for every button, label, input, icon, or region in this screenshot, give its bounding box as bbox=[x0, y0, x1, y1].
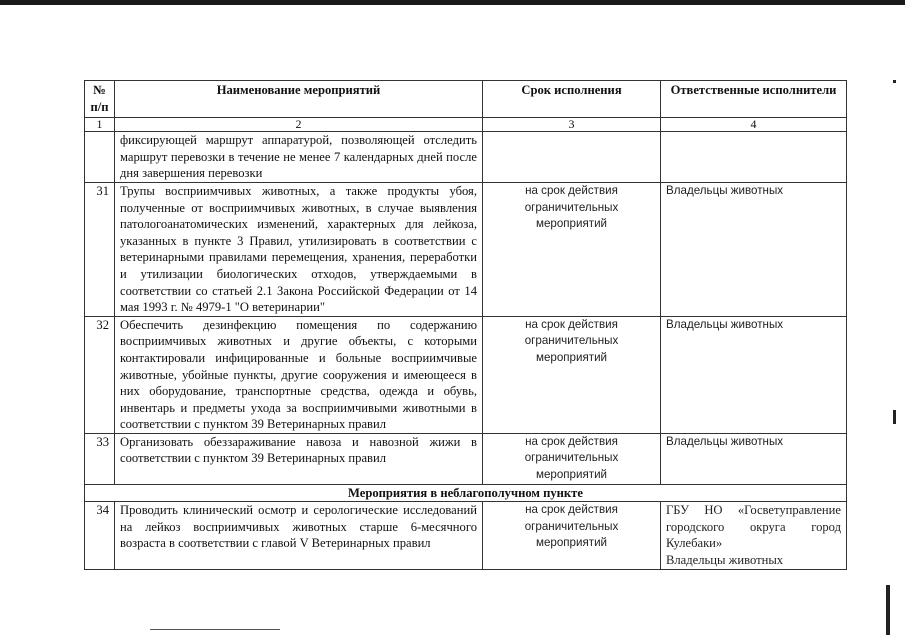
row-term: на срок действия ограничительных мероприятий bbox=[483, 433, 661, 484]
row-number bbox=[85, 132, 115, 183]
responsible-organization: ГБУ НО «Госветуправление городского округа город Кулебаки» bbox=[666, 503, 841, 551]
measures-table bbox=[84, 80, 847, 570]
table-row bbox=[85, 316, 847, 433]
row-term: на срок действия ограничительных мероприятий bbox=[483, 182, 661, 316]
row-responsible bbox=[661, 132, 847, 183]
row-number: 32 bbox=[85, 316, 115, 433]
row-responsible: Владельцы животных bbox=[661, 433, 847, 484]
row-number: 31 bbox=[85, 182, 115, 316]
row-description: Проводить клинический осмотр и серологические исследований на лейкоз восприимчивых животных старше 6-месячного возраста в соответствии с главой V Ветеринарных правил bbox=[115, 502, 483, 569]
row-responsible bbox=[661, 502, 847, 569]
section-title: Мероприятия в неблагополучном пункте bbox=[85, 484, 847, 502]
row-number: 34 bbox=[85, 502, 115, 569]
index-cell: 2 bbox=[115, 118, 483, 132]
scan-mark-right-3 bbox=[886, 585, 890, 635]
scan-edge-top bbox=[0, 0, 905, 7]
index-row bbox=[85, 118, 847, 132]
section-row bbox=[85, 484, 847, 502]
index-cell: 1 bbox=[85, 118, 115, 132]
row-description: фиксирующей маршрут аппаратурой, позволяющей отследить маршрут перевозки в течение не менее 7 календарных дней после дня завершения перевозки bbox=[115, 132, 483, 183]
row-responsible: Владельцы животных bbox=[661, 316, 847, 433]
row-responsible: Владельцы животных bbox=[661, 182, 847, 316]
index-cell: 4 bbox=[661, 118, 847, 132]
row-description: Организовать обеззараживание навоза и навозной жижи в соответствии с пунктом 39 Ветеринарных правил bbox=[115, 433, 483, 484]
header-name: Наименование мероприятий bbox=[115, 81, 483, 118]
header-num: № п/п bbox=[85, 81, 115, 118]
index-cell: 3 bbox=[483, 118, 661, 132]
row-term bbox=[483, 132, 661, 183]
row-number: 33 bbox=[85, 433, 115, 484]
table-row bbox=[85, 132, 847, 183]
scan-mark-right bbox=[893, 80, 896, 83]
header-term: Срок исполнения bbox=[483, 81, 661, 118]
table-row bbox=[85, 182, 847, 316]
row-term: на срок действия ограничительных мероприятий bbox=[483, 502, 661, 569]
responsible-owners: Владельцы животных bbox=[666, 553, 784, 568]
header-resp: Ответственные исполнители bbox=[661, 81, 847, 118]
row-description: Обеспечить дезинфекцию помещения по содержанию восприимчивых животных и другие объекты, с которыми контактировали инфицированные и больные восприимчивые животные, убойные пункты, другие сооружения и имеющееся в них оборудование, транспортные средства, одежда и обувь, инвентарь и предметы ухода за восприимчивыми животными в соответствии с пунктом 39 Ветеринарных правил bbox=[115, 316, 483, 433]
row-description: Трупы восприимчивых животных, а также продукты убоя, полученные от восприимчивых животных, в случае выявления патологоанатомических изменений, характерных для лейкоза, указанных в пункте 3 Правил, утилизировать в соответствии с ветеринарными правилами перемещения, хранения, переработки и утилизации биологических отходов, утверждаемыми в соответствии со статьей 2.1 Закона Российской Федерации от 14 мая 1993 г. № 4979-1 "О ветеринарии" bbox=[115, 182, 483, 316]
scan-mark-right-2 bbox=[893, 410, 896, 424]
table-header bbox=[85, 81, 847, 118]
table-row bbox=[85, 433, 847, 484]
table-row bbox=[85, 502, 847, 569]
row-term: на срок действия ограничительных мероприятий bbox=[483, 316, 661, 433]
scan-mark-bottom bbox=[150, 629, 280, 630]
